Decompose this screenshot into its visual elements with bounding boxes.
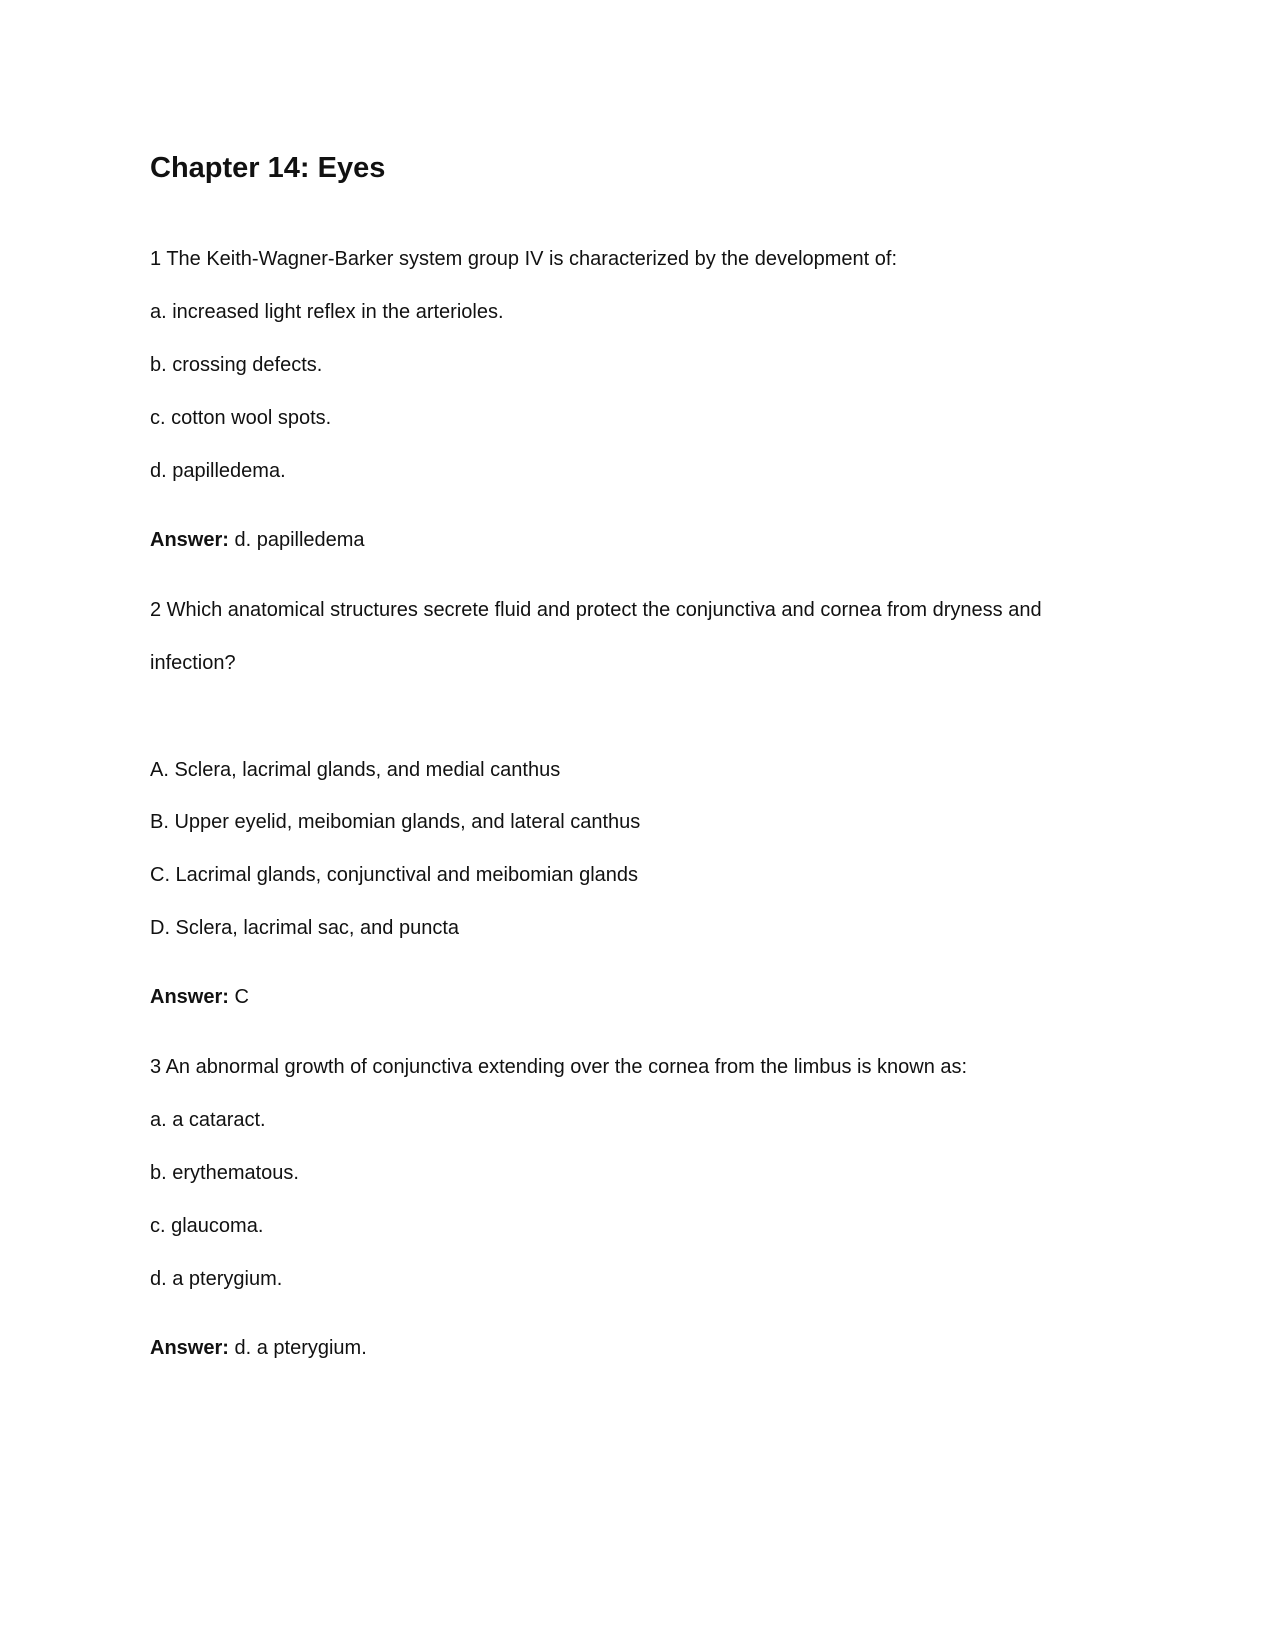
question-2-option-c: C. Lacrimal glands, conjunctival and meibomian glands [150,864,639,886]
question-3-answer [150,1336,367,1360]
question-1-option-b: b. crossing defects. [150,354,323,376]
answer-label: Answer: [150,1337,229,1359]
answer-label: Answer: [150,986,229,1008]
question-2-option-d: D. Sclera, lacrimal sac, and puncta [150,917,460,939]
question-3-option-a: a. a cataract. [150,1109,266,1131]
question-3-option-d: d. a pterygium. [150,1268,283,1290]
question-3-option-c: c. glaucoma. [150,1215,264,1237]
question-2-option-a: A. Sclera, lacrimal glands, and medial canthus [150,759,561,781]
answer-value: C [234,986,249,1008]
question-1-prompt: 1 The Keith-Wagner-Barker system group IV is characterized by the development of: [150,248,898,270]
question-3-option-b: b. erythematous. [150,1162,299,1184]
question-1-option-c: c. cotton wool spots. [150,407,332,429]
question-1-answer [150,528,365,552]
question-2-answer [150,985,249,1009]
question-2-option-b: B. Upper eyelid, meibomian glands, and lateral canthus [150,811,641,833]
question-3-prompt: 3 An abnormal growth of conjunctiva extending over the cornea from the limbus is known as: [150,1056,968,1078]
question-1-option-d: d. papilledema. [150,460,286,482]
question-2-prompt-line-2: infection? [150,652,236,674]
answer-value: d. papilledema [234,529,365,551]
question-1-option-a: a. increased light reflex in the arterioles. [150,301,504,323]
answer-value: d. a pterygium. [234,1337,367,1359]
answer-label: Answer: [150,529,229,551]
question-2-prompt-line-1: 2 Which anatomical structures secrete fluid and protect the conjunctiva and cornea from dryness and [150,599,1042,621]
chapter-title: Chapter 14: Eyes [150,152,386,184]
